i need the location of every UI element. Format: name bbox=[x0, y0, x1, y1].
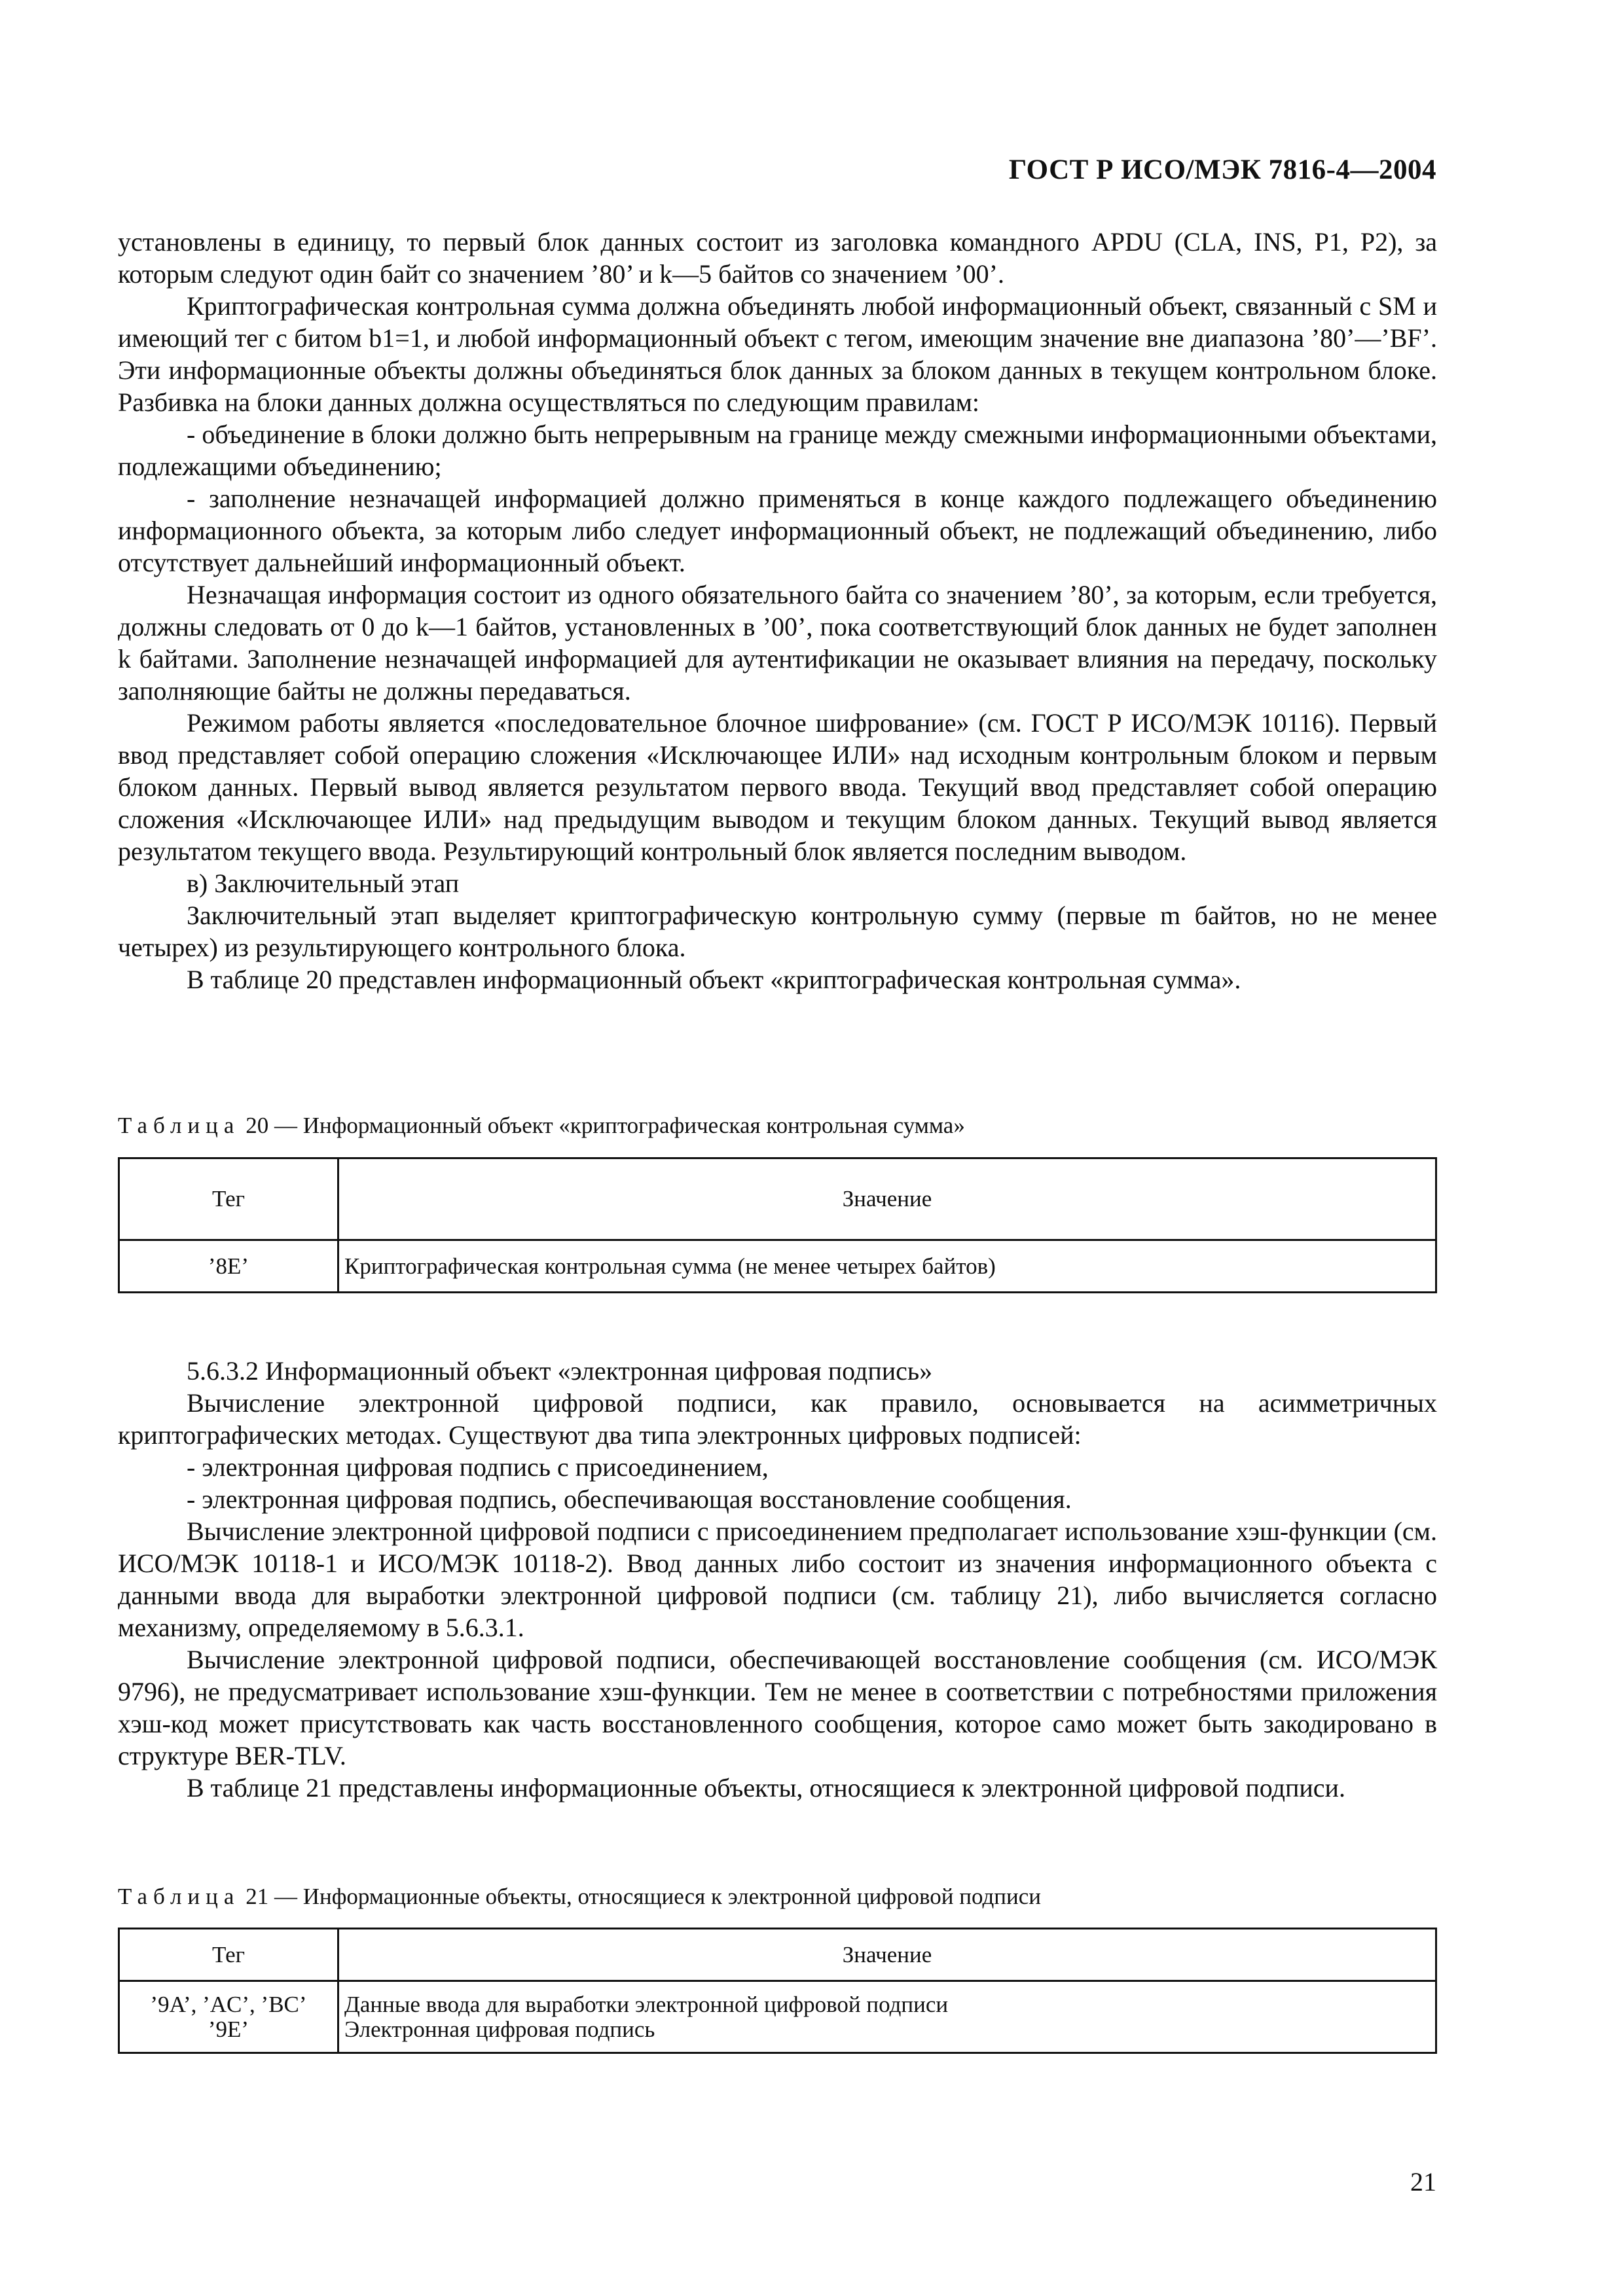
paragraph: Вычисление электронной цифровой подписи, обеспечивающей восстановление сообщения (см. ИСО/МЭК 9796), не предусматривает использование хэш-функции. Тем не менее в соответствии с потребностями приложения хэш-код может присутствовать как часть восстановленного сообщения, которое само может быть закодировано в структуре BER-TLV. bbox=[118, 1645, 1437, 1770]
caption-lead: Таблица bbox=[118, 1113, 240, 1138]
paragraph: Вычисление электронной цифровой подписи, как правило, основывается на асимметричных криптографических методах. Существуют два типа электронных цифровых подписей: bbox=[118, 1388, 1437, 1450]
caption-text: 20 — Информационный объект «криптографическая контрольная сумма» bbox=[240, 1113, 965, 1138]
paragraph: Заключительный этап выделяет криптографическую контрольную сумму (первые m байтов, но не менее четырех) из результирующего контрольного блока. bbox=[118, 901, 1437, 962]
tag-cell bbox=[119, 1981, 338, 2053]
caption-lead: Таблица bbox=[118, 1884, 240, 1909]
body-text-top bbox=[118, 226, 1437, 996]
table-header-row bbox=[119, 1929, 1436, 1981]
paragraph: Режимом работы является «последовательное блочное шифрование» (см. ГОСТ Р ИСО/МЭК 10116). Первый ввод представляет собой операцию сложения «Исключающее ИЛИ» над исходным контрольным блоком и первым блоком данных. Первый вывод является результатом первого ввода. Текущий ввод представляет собой операцию сложения «Исключающее ИЛИ» над предыдущим выводом и текущим блоком данных. Текущий вывод является результатом текущего ввода. Результирующий контрольный блок является последним выводом. bbox=[118, 708, 1437, 866]
list-item: - электронная цифровая подпись, обеспечивающая восстановление сообщения. bbox=[187, 1484, 1072, 1514]
value-line: Данные ввода для выработки электронной цифровой подписи bbox=[344, 1991, 949, 2017]
caption-text: 21 — Информационные объекты, относящиеся к электронной цифровой подписи bbox=[240, 1884, 1042, 1909]
paragraph: Вычисление электронной цифровой подписи с присоединением предполагает использование хэш-функции (см. ИСО/МЭК 10118-1 и ИСО/МЭК 10118-2). Ввод данных либо состоит из значения информационного объекта с данными ввода для выработки электронной цифровой подписи (см. таблицу 21), либо вычисляется согласно механизму, определяемому в 5.6.3.1. bbox=[118, 1516, 1437, 1642]
tag-cell: ’8E’ bbox=[119, 1240, 338, 1293]
list-item: - электронная цифровая подпись с присоединением, bbox=[187, 1452, 769, 1482]
tag-line: ’9A’, ’AC’, ’BC’ bbox=[150, 1991, 307, 2017]
body-text-mid bbox=[118, 1355, 1437, 1804]
document-header: ГОСТ Р ИСО/МЭК 7816-4—2004 bbox=[1008, 154, 1436, 185]
value-line: Электронная цифровая подпись bbox=[344, 2016, 655, 2042]
value-cell: Криптографическая контрольная сумма (не менее четырех байтов) bbox=[338, 1240, 1436, 1293]
paragraph: Криптографическая контрольная сумма должна объединять любой информационный объект, связанный с SM и имеющий тег с битом b1=1, и любой информационный объект с тегом, имеющим значение вне диапазона ’80’—’BF’. Эти информационные объекты должны объединяться блок данных за блоком данных в текущем контрольном блоке. Разбивка на блоки данных должна осуществляться по следующим правилам: bbox=[118, 291, 1437, 417]
column-header-tag: Тег bbox=[119, 1929, 338, 1981]
value-cell bbox=[338, 1981, 1436, 2053]
paragraph: В таблице 21 представлены информационные объекты, относящиеся к электронной цифровой подписи. bbox=[187, 1773, 1345, 1803]
table-row bbox=[119, 1240, 1436, 1293]
table-21-caption bbox=[118, 1884, 1041, 1910]
table-header-row bbox=[119, 1158, 1436, 1240]
paragraph: В таблице 20 представлен информационный объект «криптографическая контрольная сумма». bbox=[187, 965, 1241, 994]
table-row bbox=[119, 1981, 1436, 2053]
table-20 bbox=[118, 1157, 1437, 1293]
column-header-value: Значение bbox=[338, 1158, 1436, 1240]
paragraph: установлены в единицу, то первый блок данных состоит из заголовка командного APDU (CLA, INS, P1, P2), за которым следуют один байт со значением ’80’ и k—5 байтов со значением ’00’. bbox=[118, 227, 1437, 289]
list-item: - заполнение незначащей информацией должно применяться в конце каждого подлежащего объединению информационного объекта, за которым либо следует информационный объект, не подлежащий объединению, либо отсутствует дальнейший информационный объект. bbox=[118, 484, 1437, 577]
column-header-tag: Тег bbox=[119, 1158, 338, 1240]
table-21 bbox=[118, 1928, 1437, 2054]
column-header-value: Значение bbox=[338, 1929, 1436, 1981]
list-item: - объединение в блоки должно быть непрерывным на границе между смежными информационными объектами, подлежащими объединению; bbox=[118, 420, 1437, 481]
page-number: 21 bbox=[1410, 2167, 1436, 2197]
subsection-heading: в) Заключительный этап bbox=[187, 869, 460, 898]
tag-line: ’9E’ bbox=[208, 2016, 249, 2042]
section-heading: 5.6.3.2 Информационный объект «электронная цифровая подпись» bbox=[187, 1356, 933, 1386]
paragraph: Незначащая информация состоит из одного обязательного байта со значением ’80’, за которым, если требуется, должны следовать от 0 до k—1 байтов, установленных в ’00’, пока соответствующий блок данных не будет заполнен k байтами. Заполнение незначащей информацией для аутентификации не оказывает влияния на передачу, поскольку заполняющие байты не должны передаваться. bbox=[118, 580, 1437, 706]
table-20-caption bbox=[118, 1113, 965, 1139]
